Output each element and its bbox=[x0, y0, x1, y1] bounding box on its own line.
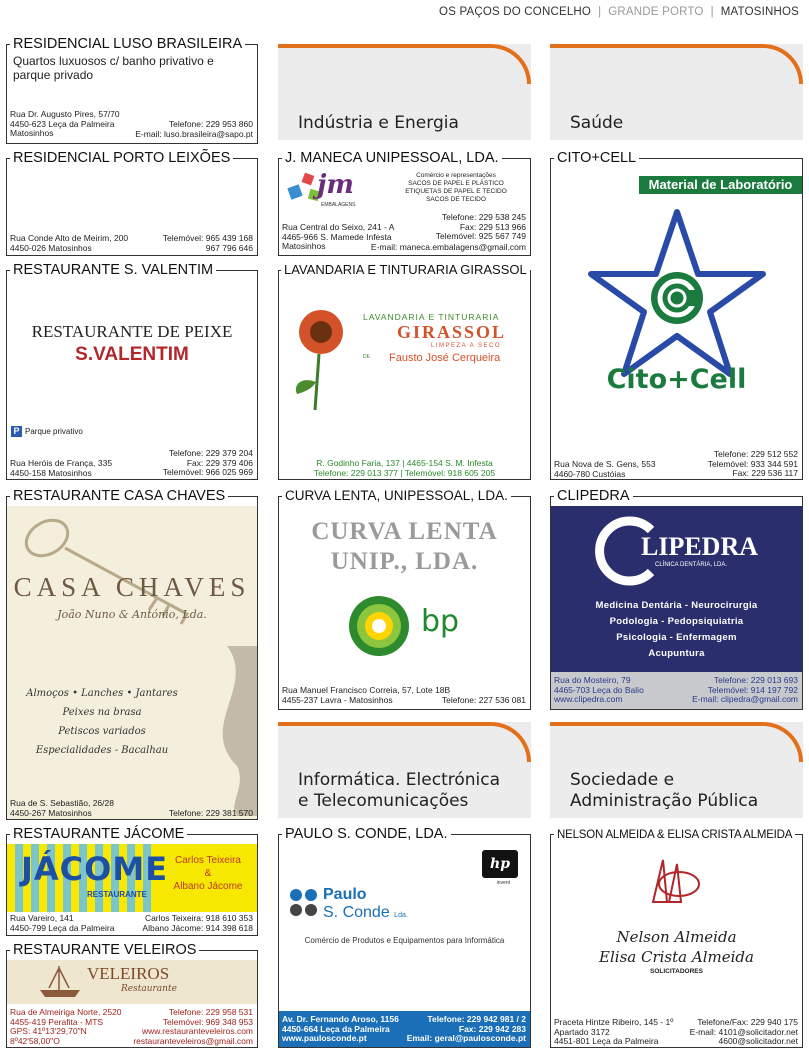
category-title: Sociedade e Administração Pública bbox=[570, 770, 759, 811]
breadcrumb-item[interactable]: OS PAÇOS DO CONCELHO bbox=[439, 6, 592, 18]
logo-lda: Lda. bbox=[394, 912, 408, 919]
parking-note bbox=[11, 426, 83, 437]
address-line: 4450-664 Leça da Palmeira bbox=[282, 1023, 390, 1034]
listing-veleiros bbox=[6, 942, 258, 1048]
address-line: GPS: 41º13'29,70"N bbox=[10, 1026, 87, 1036]
address-line: 4450-158 Matosinhos bbox=[10, 467, 92, 478]
phone: Telefone/Fax: 229 940 175 bbox=[697, 1017, 798, 1027]
star-icon bbox=[587, 208, 767, 378]
description-line: Comércio e representações bbox=[416, 172, 496, 179]
hp-logo bbox=[482, 850, 518, 878]
listing-title: RESTAURANTE JÁCOME bbox=[10, 826, 187, 842]
category-sociedade bbox=[550, 722, 803, 818]
contact-strip bbox=[279, 1011, 530, 1047]
address bbox=[10, 914, 114, 933]
address-line: Rua Central do Seixo, 241 - A bbox=[282, 222, 395, 232]
address-line: Rua Heróis de França, 335 bbox=[10, 458, 113, 468]
menu-item: Especialidades - Bacalhau bbox=[35, 745, 169, 756]
veleiros-banner bbox=[7, 960, 257, 1004]
owner-name: Carlos Teixeira bbox=[175, 855, 241, 866]
logo-text: UNIP., LDA. bbox=[330, 548, 479, 575]
address-line: Rua Vareiro, 141 bbox=[10, 913, 74, 923]
jacome-banner bbox=[7, 844, 257, 912]
listing-title: PAULO S. CONDE, LDA. bbox=[282, 826, 451, 842]
address-line: Matosinhos bbox=[10, 128, 54, 138]
owner-name: Albano Jácome bbox=[173, 881, 243, 892]
conde-logo-dots bbox=[289, 888, 319, 918]
listing-clipedra bbox=[550, 488, 803, 710]
logo-text: Cito+Cell bbox=[606, 364, 747, 395]
email[interactable]: E-mail: luso.brasileira@sapo.pt bbox=[135, 128, 253, 139]
logo-sub: CLÍNICA DENTÁRIA, LDA. bbox=[655, 562, 728, 568]
email[interactable]: restauranteveleiros@gmail.com bbox=[133, 1035, 253, 1046]
contacts bbox=[690, 1018, 798, 1047]
phone: Telemóvel: 925 567 749 bbox=[435, 231, 526, 241]
phone: Telemóvel: 969 348 953 bbox=[162, 1016, 253, 1027]
owner-name: Fausto José Cerqueira bbox=[389, 352, 501, 364]
logo-text: CASA CHAVES bbox=[13, 572, 251, 602]
address-line: 8º42'58,00"O bbox=[10, 1035, 60, 1046]
phone: Carlos Teixeira: 918 610 353 bbox=[144, 913, 253, 923]
listing-luso-brasileira bbox=[6, 36, 258, 144]
menu-item: Peixes na brasa bbox=[62, 707, 142, 718]
logo-text: LIPEDRA bbox=[641, 532, 759, 561]
logo-name: S.VALENTIM bbox=[75, 344, 189, 365]
phone: Telefone: 229 381 570 bbox=[168, 808, 253, 818]
bp-logo: bp bbox=[421, 604, 460, 639]
address-line: Rua Nova de S. Gens, 553 bbox=[554, 459, 656, 469]
email[interactable]: E-mail: clipedra@gmail.com bbox=[692, 694, 798, 704]
fax: Fax: 229 942 283 bbox=[458, 1023, 526, 1034]
address-line: Rua Dr. Augusto Pires, 57/70 bbox=[10, 109, 120, 119]
listing-title: NELSON ALMEIDA & ELISA CRISTA ALMEIDA bbox=[554, 827, 795, 843]
logo-sub: RESTAURANTE bbox=[87, 890, 147, 899]
contacts bbox=[407, 1015, 526, 1044]
address-line: 4465-703 Leça do Balio bbox=[554, 684, 644, 695]
listing-title: RESTAURANTE CASA CHAVES bbox=[10, 488, 228, 504]
logo-text: CURVA LENTA bbox=[311, 518, 498, 545]
email[interactable]: E-mail: 4101@solicitador.net bbox=[689, 1026, 798, 1037]
contacts bbox=[163, 234, 253, 253]
phone: Albano Jácome: 914 398 618 bbox=[142, 922, 253, 933]
services bbox=[551, 598, 802, 662]
parking-label: Parque privativo bbox=[25, 427, 83, 436]
clipedra-panel bbox=[551, 506, 802, 672]
address bbox=[10, 1008, 122, 1046]
breadcrumb-item[interactable]: MATOSINHOS bbox=[720, 6, 799, 18]
address-line: 4455-419 Perafita - MTS bbox=[10, 1016, 104, 1027]
listing-girassol bbox=[278, 262, 531, 480]
logo-sub: EMBALAGENS bbox=[321, 202, 356, 208]
phone: Telemóvel: 914 197 792 bbox=[707, 684, 798, 695]
address bbox=[10, 799, 114, 818]
address-line: R. Godinho Faria, 137 | 4465-154 S. M. Infesta bbox=[316, 458, 493, 468]
name: Elisa Crista Almeida bbox=[599, 948, 754, 966]
category-industria bbox=[278, 44, 531, 140]
address bbox=[282, 1015, 399, 1044]
contacts bbox=[163, 449, 253, 478]
service-line: Medicina Dentária - Neurocirurgia bbox=[595, 600, 758, 611]
address-line: Praceta Hintze Ribeiro, 145 - 1º bbox=[554, 1017, 674, 1027]
phone: Telefone: 229 013 377 | Telemóvel: 918 605 205 bbox=[313, 467, 496, 478]
website[interactable]: www.paulosconde.pt bbox=[282, 1033, 367, 1043]
address-line: Rua do Mosteiro, 79 bbox=[554, 675, 631, 685]
listing-title: LAVANDARIA E TINTURARIA GIRASSOL bbox=[281, 262, 530, 278]
address-line: Rua de Almeiriga Norte, 2520 bbox=[10, 1007, 122, 1017]
listing-almeida bbox=[550, 829, 803, 1048]
logo-sub: LIMPEZA A SECO bbox=[431, 343, 502, 349]
category-saude bbox=[550, 44, 803, 140]
address-line: Apartado 3172 bbox=[554, 1026, 610, 1037]
contacts bbox=[135, 120, 253, 139]
listing-title: CITO+CELL bbox=[554, 150, 639, 166]
breadcrumb bbox=[0, 6, 809, 18]
contacts bbox=[442, 696, 526, 706]
listing-title: RESIDENCIAL PORTO LEIXÕES bbox=[10, 150, 233, 166]
website[interactable]: www.restauranteveleiros.com bbox=[141, 1026, 253, 1036]
phone: Telemóvel: 966 025 969 bbox=[162, 467, 253, 477]
email[interactable]: E-mail: maneca.embalagens@gmail.com bbox=[370, 242, 526, 252]
listing-casa-chaves bbox=[6, 488, 258, 820]
phone: Telefone: 229 958 531 bbox=[168, 1007, 253, 1017]
category-informatica bbox=[278, 722, 531, 818]
address-line: 4460-780 Custóias bbox=[554, 468, 626, 479]
address bbox=[279, 459, 530, 478]
phone: 967 796 646 bbox=[205, 242, 253, 253]
name: Nelson Almeida bbox=[616, 928, 737, 946]
brand-line1: LAVANDARIA E TINTURARIA bbox=[363, 312, 500, 322]
address-line: 4450-623 Leça da Palmeira bbox=[10, 118, 115, 129]
breadcrumb-item[interactable]: GRANDE PORTO bbox=[608, 6, 704, 18]
menu bbox=[7, 684, 197, 760]
address bbox=[554, 460, 656, 479]
separator: | bbox=[710, 6, 714, 18]
logo-text: JÁCOME bbox=[21, 850, 169, 888]
phone: Telefone: 227 536 081 bbox=[441, 695, 526, 705]
address bbox=[282, 686, 450, 705]
separator: | bbox=[598, 6, 602, 18]
website[interactable]: www.clipedra.com bbox=[554, 694, 623, 704]
role: SOLICITADORES bbox=[650, 968, 703, 975]
menu-item: Petiscos variados bbox=[58, 726, 146, 737]
description: Comércio de Produtos e Equipamentos para Informática bbox=[304, 936, 505, 945]
owners: João Nuno & António, Lda. bbox=[57, 608, 207, 621]
listing-s-valentim bbox=[6, 262, 258, 480]
listing-title: CURVA LENTA, UNIPESSOAL, LDA. bbox=[282, 488, 511, 504]
listing-title: RESTAURANTE VELEIROS bbox=[10, 942, 199, 958]
address-line: 4450-026 Matosinhos bbox=[10, 242, 92, 253]
contacts bbox=[692, 676, 798, 705]
contact-strip bbox=[551, 672, 802, 709]
logo-text: VELEIROS bbox=[87, 964, 170, 983]
listing-description: Quartos luxuosos c/ banho privativo e parque privado bbox=[13, 54, 214, 82]
address bbox=[10, 459, 112, 478]
contacts bbox=[708, 450, 798, 479]
description-line: SACOS DE PAPEL E PLÁSTICO bbox=[408, 180, 504, 187]
listing-title: RESTAURANTE S. VALENTIM bbox=[10, 262, 216, 278]
logo-name: S. Conde bbox=[323, 904, 390, 921]
address-line: 4465-966 S. Mamede Infesta bbox=[282, 231, 392, 242]
de-label: DE bbox=[363, 354, 370, 360]
description-line: SACOS DE TECIDO bbox=[426, 196, 486, 203]
hp-logo-text: hp bbox=[490, 856, 510, 872]
address-line: 4455-237 Lavra - Matosinhos bbox=[282, 694, 393, 705]
address-line: 4450-267 Matosinhos bbox=[10, 807, 92, 818]
ampersand: & bbox=[204, 868, 212, 879]
listing-maneca bbox=[278, 150, 531, 256]
listing-curva-lenta bbox=[278, 488, 531, 710]
email[interactable]: 4600@solicitador.net bbox=[718, 1036, 798, 1046]
address-line: Rua Conde Alto de Meirim, 200 bbox=[10, 233, 129, 243]
category-banner: Material de Laboratório bbox=[639, 176, 802, 194]
logo-text: Paulo bbox=[323, 886, 367, 903]
menu-item: Almoços • Lanches • Jantares bbox=[26, 688, 178, 699]
listing-title: J. MANECA UNIPESSOAL, LDA. bbox=[282, 150, 502, 166]
contacts bbox=[169, 809, 253, 819]
logo-text: GIRASSOL bbox=[397, 322, 507, 342]
phone: Telefone: 229 512 552 bbox=[713, 449, 798, 459]
email[interactable]: Email: geral@paulosconde.pt bbox=[406, 1033, 526, 1043]
address bbox=[554, 676, 644, 705]
address bbox=[10, 234, 128, 253]
address-line: 4451-801 Leça da Palmeira bbox=[554, 1036, 659, 1046]
phone: Telefone: 229 379 204 bbox=[168, 448, 253, 458]
phone: Telefone: 229 942 981 / 2 bbox=[427, 1014, 526, 1024]
address bbox=[10, 110, 120, 139]
category-title: Indústria e Energia bbox=[298, 113, 459, 133]
logo-text: RESTAURANTE DE PEIXE bbox=[31, 322, 233, 341]
contacts bbox=[436, 213, 526, 242]
listing-porto-leixoes bbox=[6, 150, 258, 256]
logo-text: jm bbox=[317, 170, 354, 200]
description bbox=[383, 172, 529, 204]
service-line: Acupuntura bbox=[648, 648, 705, 659]
parking-icon: P bbox=[11, 426, 22, 437]
address-line: 4450-799 Leça da Palmeira bbox=[10, 922, 115, 933]
address-line: Av. Dr. Fernando Aroso, 1156 bbox=[282, 1014, 399, 1024]
address-line: Matosinhos bbox=[282, 241, 326, 251]
contacts bbox=[133, 1008, 253, 1046]
phone: Telefone: 229 538 245 bbox=[441, 212, 526, 222]
listing-title: CLIPEDRA bbox=[554, 488, 633, 504]
fax: Fax: 229 379 406 bbox=[186, 457, 253, 468]
phone: Telefone: 229 013 693 bbox=[713, 675, 798, 685]
listing-citocell bbox=[550, 150, 803, 480]
description-line: ETIQUETAS DE PAPEL E TECIDO bbox=[405, 188, 507, 195]
phone: Telefone: 229 953 860 bbox=[168, 119, 253, 129]
sunflower-illustration bbox=[285, 302, 355, 412]
category-title: Saúde bbox=[570, 113, 624, 133]
email-line bbox=[371, 243, 526, 253]
category-title: Informática. Electrónica e Telecomunicações bbox=[298, 770, 501, 811]
phone: Telemóvel: 965 439 168 bbox=[162, 233, 253, 243]
logo-sub: Restaurante bbox=[121, 984, 177, 994]
solicitadores-emblem-icon bbox=[639, 852, 709, 912]
listing-title: RESIDENCIAL LUSO BRASILEIRA bbox=[10, 36, 245, 52]
ship-icon bbox=[35, 962, 85, 1002]
owners bbox=[157, 854, 259, 893]
fax: Fax: 229 513 966 bbox=[459, 221, 526, 232]
service-line: Podologia - Pedopsiquiatria bbox=[609, 616, 744, 627]
service-line: Psicologia - Enfermagem bbox=[616, 632, 737, 643]
listing-jacome bbox=[6, 826, 258, 936]
contacts bbox=[142, 914, 253, 933]
listing-paulo-conde bbox=[278, 826, 531, 1048]
hp-sub: invent bbox=[496, 880, 510, 886]
address-line: Rua de S. Sebastião, 26/28 bbox=[10, 798, 114, 808]
fax: Fax: 229 536 117 bbox=[732, 468, 798, 478]
bp-helios-icon bbox=[347, 594, 411, 658]
phone: Telemóvel: 933 344 591 bbox=[707, 458, 798, 469]
logo-text bbox=[323, 904, 408, 922]
address-line: Rua Manuel Francisco Correia, 57, Lote 18B bbox=[282, 685, 451, 695]
address bbox=[554, 1018, 673, 1047]
